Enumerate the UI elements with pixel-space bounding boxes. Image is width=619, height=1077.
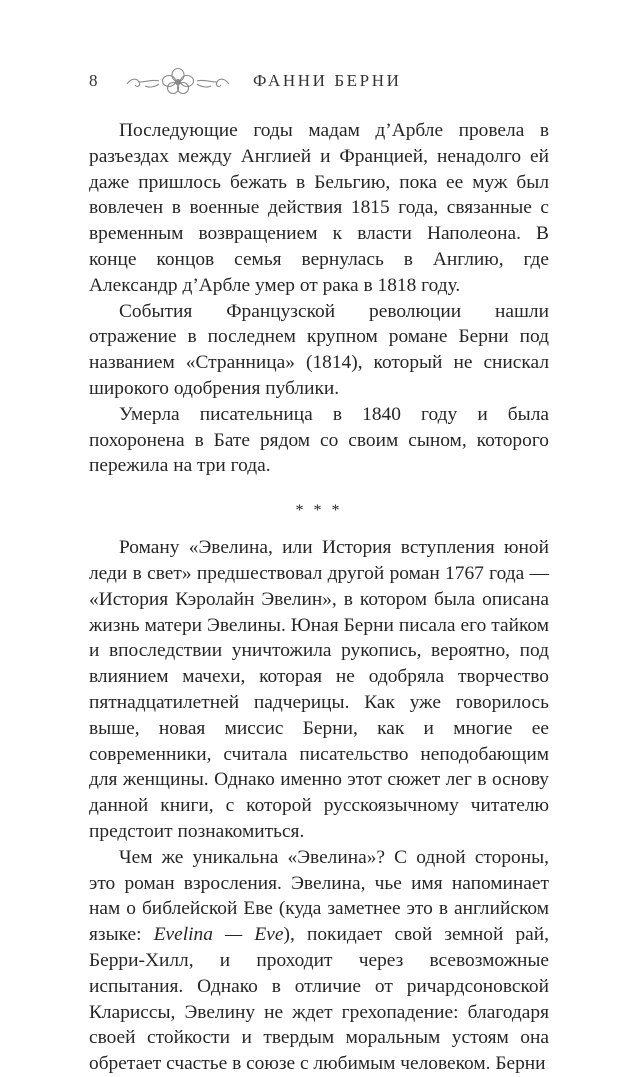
italic-text: Evelina — Eve xyxy=(153,924,284,946)
page-number: 8 xyxy=(89,71,98,90)
running-head xyxy=(89,66,549,96)
floral-ornament-icon xyxy=(123,66,233,96)
paragraph: Последующие годы мадам д’Арбле провела в разъездах между Англией и Францией, ненадолго ей даже пришлось бежать в Бельгию, пока ее муж был вовлечен в военные действия 1815 года, связанные с временным возвращением к власти Наполеона. В конце концов семья вернулась в Англию, где Александр д’Арбле умер от рака в 1818 году. xyxy=(89,120,549,296)
paragraph-text: Чем же уникальна «Эвелина»? С одной стороны, это роман взросления. Эвелина, чье имя напоминает нам о библейской Еве (куда заметнее это в английском языке: xyxy=(89,846,549,946)
paragraph: Умерла писательница в 1840 году и была похоронена в Бате рядом со своим сыном, которого пережила на три года. xyxy=(89,403,549,477)
running-title: ФАННИ БЕРНИ xyxy=(253,71,402,90)
paragraph-text: ), покидает свой земной рай, Берри-Хилл, и проходит через всевозможные испытания. Однако в отличие от ричардсоновской Клариссы, Эвелину не ждет грехопадение: благодаря своей стойкости и твердым моральным устоям она обретает счастье в союзе с любимым человеком. Берни xyxy=(89,924,550,1075)
paragraph: Роману «Эвелина, или История вступления юной леди в свет» предшествовал другой роман 1767 года — «История Кэролайн Эвелин», в котором была описана жизнь матери Эвелины. Юная Берни писала его тайком и впоследствии уничтожила рукопись, вероятно, под влиянием мачехи, которая не одобряла творчество пятнадцатилетней падчерицы. Как уже говорилось выше, новая миссис Берни, как и многие ее современники, считала писательство неподобающим для женщины. Однако именно этот сюжет лег в основу данной книги, с которой русскоязычному читателю предстоит познакомиться. xyxy=(89,537,549,842)
paragraph: События Французской революции нашли отражение в последнем крупном романе Берни под названием «Странница» (1814), который не снискал широкого одобрения публики. xyxy=(89,300,549,399)
section-separator: * * * xyxy=(295,502,343,520)
paragraph xyxy=(89,845,549,1077)
body-text xyxy=(89,118,549,1077)
